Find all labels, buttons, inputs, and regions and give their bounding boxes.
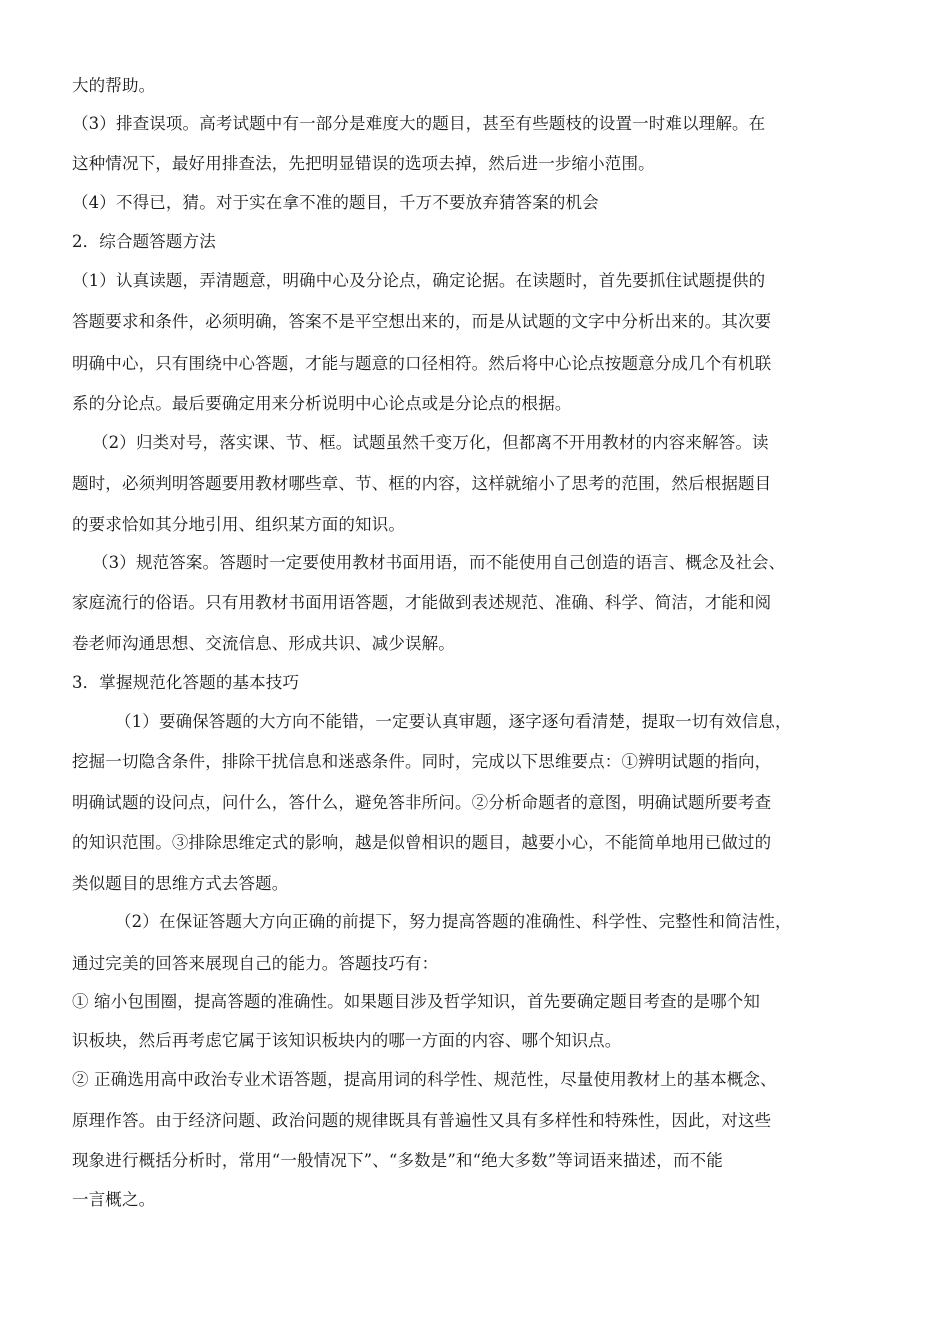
text-line: （1）认真读题，弄清题意，明确中心及分论点，确定论据。在读题时，首先要抓住试题提供的 bbox=[72, 271, 766, 290]
text-line: （2）在保证答题大方向正确的前提下，努力提高答题的准确性、科学性、完整性和简洁性， bbox=[115, 912, 792, 931]
text-line: （3）排查误项。高考试题中有一部分是难度大的题目，甚至有些题枝的设置一时难以理解。在 bbox=[72, 114, 766, 133]
text-line: 挖掘一切隐含条件，排除干扰信息和迷惑条件。同时，完成以下思维要点：①辨明试题的指向， bbox=[72, 752, 772, 771]
text-line: （2）归类对号，落实课、节、框。试题虽然千变万化，但都离不开用教材的内容来解答。读 bbox=[92, 433, 769, 452]
text-line: （1）要确保答题的大方向不能错，一定要认真审题，逐字逐句看清楚，提取一切有效信息， bbox=[115, 712, 792, 731]
section-heading: 3．掌握规范化答题的基本技巧 bbox=[72, 673, 300, 692]
text-line: ① 缩小包围圈，提高答题的准确性。如果题目涉及哲学知识，首先要确定题目考查的是哪个知 bbox=[72, 992, 761, 1011]
text-line: （3）规范答案。答题时一定要使用教材书面用语，而不能使用自己创造的语言、概念及社会、 bbox=[92, 553, 786, 572]
text-line: 明确试题的设问点，问什么，答什么，避免答非所问。②分析命题者的意图，明确试题所要考查 bbox=[72, 793, 772, 812]
text-line: 识板块，然后再考虑它属于该知识板块内的哪一方面的内容、哪个知识点。 bbox=[72, 1031, 622, 1050]
text-line: 原理作答。由于经济问题、政治问题的规律既具有普遍性又具有多样性和特殊性，因此，对这些 bbox=[72, 1111, 772, 1130]
text-line: ② 正确选用高中政治专业术语答题，提高用词的科学性、规范性，尽量使用教材上的基本概念、 bbox=[72, 1070, 777, 1089]
text-line: （4）不得已，猜。对于实在拿不准的题目，千万不要放弃猜答案的机会 bbox=[72, 193, 599, 212]
text-line: 系的分论点。最后要确定用来分析说明中心论点或是分论点的根据。 bbox=[72, 394, 572, 413]
text-line: 题时，必须判明答题要用教材哪些章、节、框的内容，这样就缩小了思考的范围，然后根据题目 bbox=[72, 474, 772, 493]
text-line: 明确中心，只有围绕中心答题，才能与题意的口径相符。然后将中心论点按题意分成几个有机联 bbox=[72, 354, 772, 373]
text-line: 的要求恰如其分地引用、组织某方面的知识。 bbox=[72, 515, 405, 534]
text-line: 家庭流行的俗语。只有用教材书面用语答题，才能做到表述规范、准确、科学、简洁，才能和阅 bbox=[72, 593, 772, 612]
text-line: 类似题目的思维方式去答题。 bbox=[72, 874, 289, 893]
text-line: 现象进行概括分析时，常用“一般情况下”、“多数是”和“绝大多数”等词语来描述，而不能 bbox=[72, 1151, 723, 1170]
text-line: 通过完美的回答来展现自己的能力。答题技巧有： bbox=[72, 954, 439, 973]
section-heading: 2．综合题答题方法 bbox=[72, 232, 216, 251]
text-line: 大的帮助。 bbox=[72, 76, 156, 95]
text-line: 一言概之。 bbox=[72, 1190, 156, 1209]
text-line: 卷老师沟通思想、交流信息、形成共识、减少误解。 bbox=[72, 634, 455, 653]
text-line: 这种情况下，最好用排查法，先把明显错误的选项去掉，然后进一步缩小范围。 bbox=[72, 154, 655, 173]
text-line: 的知识范围。③排除思维定式的影响，越是似曾相识的题目，越要小心，不能简单地用已做过的 bbox=[72, 833, 772, 852]
text-line: 答题要求和条件，必须明确，答案不是平空想出来的，而是从试题的文字中分析出来的。其次要 bbox=[72, 312, 772, 331]
